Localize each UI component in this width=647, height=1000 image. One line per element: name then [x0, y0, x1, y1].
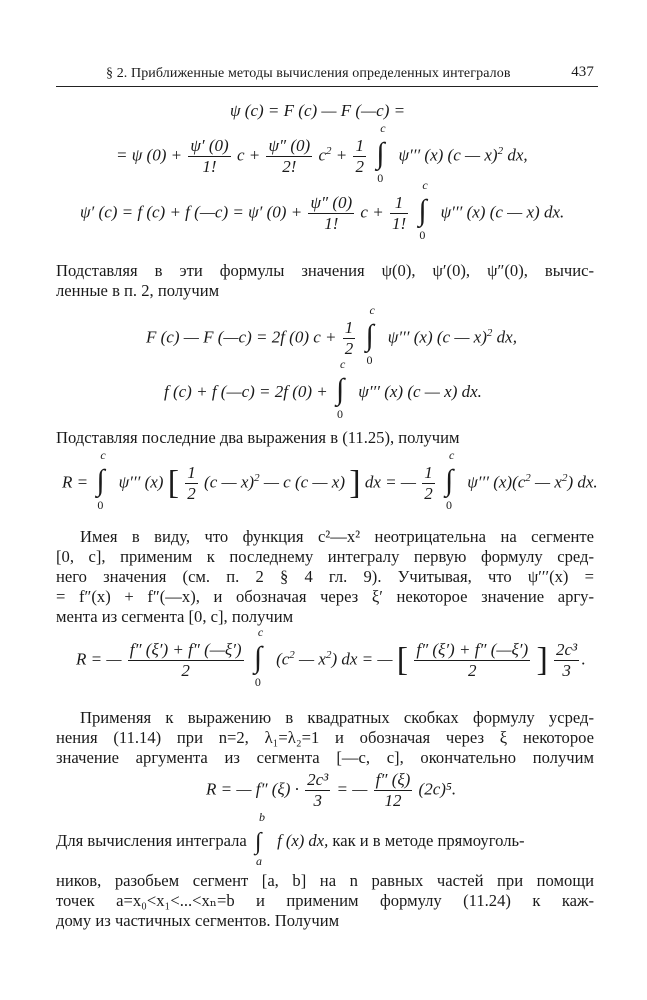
equation-text: ) dx. — [567, 472, 598, 492]
running-header — [56, 64, 598, 87]
paragraph-line: Имея в виду, что функция c²—x² неотрицательна на сегменте — [80, 527, 594, 546]
equation-6: R = ∫ c 0 ψ′′′ (x) [ $\frac{1}{2}$ (c — x)$^2$ — c (c — x) ] dx = — $\frac{1}{2}$ ∫ c 0 ψ′′′ $(x)(c^2$ — $x^2$) dx. — [62, 447, 598, 512]
equation-text: = ψ (0) + — [116, 145, 183, 165]
equation-7: R = — $\frac{f'' (\xi') + f'' (—\xi')}{2}$ ∫ c 0 ($c^2$ — $x^2$) dx = — [ $\frac{f'' (\xi') + f'' (—\xi')}{2}$ ] $\frac{\text{2c³}}{3}$ . — [76, 624, 586, 689]
integral-sign: ∫ c 0 — [365, 302, 375, 367]
equation-text: (c — x) — [204, 472, 255, 492]
fraction: $\frac{\text{2c³}}{3}$ — [307, 770, 329, 810]
equation-text: ) dx = — — [331, 649, 393, 669]
fraction: $\frac{f'' (\xi') + f'' (—\xi')}{2}$ — [416, 640, 529, 680]
equation-text: ψ (c) = F (c) — F (—c) = — [230, 101, 406, 120]
paragraph-line: него значения (см. п. 2 § 4 гл. 9). Учитывая, что ψ′′′(x) = — [56, 567, 594, 586]
fraction: $\frac{f'' (\xi') + f'' (—\xi')}{2}$ — [129, 640, 242, 680]
equation-text: R = — f″ (ξ) · — [206, 779, 299, 799]
integral-sign: ∫ c 0 — [444, 447, 455, 512]
equation-text: F (c) — F (—c) = 2f (0) c + — [146, 327, 337, 347]
paragraph-line: = f″(x) + f″(—x), и обозначая через ξ′ некоторое значение аргу- — [56, 587, 594, 606]
equation-text: R = — — [76, 649, 122, 669]
paragraph-line: [0, c], применим к последнему интегралу первую формулу сред- — [56, 547, 594, 566]
paragraph-line: нения (11.14) при n=2, λ₁=λ₂=1 и обозначая через ξ некоторое — [56, 728, 594, 747]
header-title: § 2. Приближенные методы вычисления определенных интегралов — [106, 66, 511, 81]
equation-text: c + — [360, 202, 384, 222]
equation-text: dx = — — [364, 472, 416, 492]
left-bracket: [ — [396, 641, 409, 679]
paragraph-text: f (x) dx, — [277, 830, 329, 850]
equation-text: ψ′ (c) = f (c) + f (—c) = ψ′ (0) + — [80, 202, 303, 222]
fraction: $\frac{\psi'' (0)}{1!}$ — [310, 193, 353, 233]
paragraph-line: ленные в п. 2, получим — [56, 281, 220, 300]
right-bracket: ] — [536, 641, 548, 679]
paragraph-line — [56, 810, 594, 868]
equation-3 — [80, 177, 565, 242]
equation-text: c — [318, 145, 326, 165]
integral-sign: ∫ c 0 — [418, 177, 428, 242]
equation-text: = — — [336, 779, 368, 799]
fraction: $\frac{1}{2}$ — [355, 136, 364, 176]
paragraph-line: ников, разобьем сегмент [a, b] на n равных частей при помощи — [56, 871, 594, 890]
equation-text: dx, — [507, 145, 528, 165]
equation-8 — [206, 770, 456, 811]
integral-sign: ∫ c 0 — [96, 447, 106, 512]
equation-text: (2c)⁵. — [418, 779, 457, 799]
equation-text: ψ′′′ (x) — [118, 472, 164, 492]
equation-text: ψ′′′ (x) (c — x) — [398, 145, 498, 165]
integral-sign: ∫ b a — [254, 810, 265, 868]
fraction: $\frac{f'' (\xi)}{12}$ — [375, 770, 411, 810]
fraction: $\frac{1}{2}$ — [424, 463, 433, 503]
fraction: $\frac{1}{2}$ — [187, 463, 196, 503]
right-bracket: ] — [349, 464, 361, 502]
equation-text: ψ′′′ (x) (c — x) dx. — [440, 202, 565, 222]
integral-sign: ∫ c 0 — [253, 624, 264, 689]
paragraph-line: Применяя к выражению в квадратных скобках формулу усред- — [80, 708, 594, 727]
equation-text: + — [335, 145, 348, 165]
paragraph-line: Подставляя в эти формулы значения ψ(0), ψ′(0), ψ″(0), вычис- — [56, 261, 594, 280]
equation-1 — [230, 101, 405, 121]
equation-text: — c (c — x) — [263, 472, 346, 492]
equation-4: F (c) — F (—c) = 2f (0) c + $\frac{1}{2}$ ∫ c 0 ψ′′′ (x) (c — x)$^2$ dx, — [146, 302, 517, 367]
paragraph-line: Подставляя последние два выражения в (11.25), получим — [56, 428, 460, 447]
fraction: $\frac{1}{2}$ — [344, 318, 354, 358]
page-number: 437 — [571, 64, 594, 80]
equation-text: c + — [236, 145, 261, 165]
paragraph-line: мента из сегмента [0, c], получим — [56, 607, 294, 626]
paragraph-line: точек a=x₀<x₁<...<xₙ=b и применим формулу (11.24) к каж- — [56, 891, 594, 910]
fraction: $\frac{\psi' (0)}{1!}$ — [190, 136, 229, 176]
fraction: $\frac{1}{1!}$ — [391, 193, 407, 233]
paragraph-line: значение аргумента из сегмента [—c, c], окончательно получим — [56, 748, 594, 767]
equation-text: — x — [535, 472, 562, 492]
fraction: $\frac{\text{2c³}}{3}$ — [556, 640, 578, 680]
equation-text: (c — [276, 649, 290, 669]
equation-2: = ψ (0) + $\frac{\psi' (0)}{1!}$ c + $\frac{\psi'' (0)}{2!}$ $c^2$ + $\frac{1}{2}$ ∫ c 0 ψ′′′ (x) (c — x)$^2$ dx, — [116, 120, 528, 185]
integral-sign: ∫ c 0 — [376, 120, 386, 185]
left-bracket: [ — [167, 464, 180, 502]
equation-text: dx, — [496, 327, 517, 347]
equation-5 — [164, 357, 482, 421]
equation-text: — x — [299, 649, 326, 669]
paragraph-text: Для вычисления интеграла — [56, 830, 247, 850]
equation-text: f (c) + f (—c) = 2f (0) + — [164, 381, 328, 401]
paragraph-line: дому из частичных сегментов. Получим — [56, 911, 340, 930]
equation-text: R = — [62, 472, 89, 492]
fraction: $\frac{\psi'' (0)}{2!}$ — [268, 136, 311, 176]
equation-text: ψ′′′ (x)(c — [467, 472, 526, 492]
paragraph-text: как и в методе прямоуголь- — [332, 830, 525, 850]
equation-text: ψ′′′ (x) (c — x) dx. — [358, 381, 482, 401]
equation-text: ψ′′′ (x) (c — x) — [387, 327, 487, 347]
integral-sign: ∫ c 0 — [336, 357, 346, 421]
